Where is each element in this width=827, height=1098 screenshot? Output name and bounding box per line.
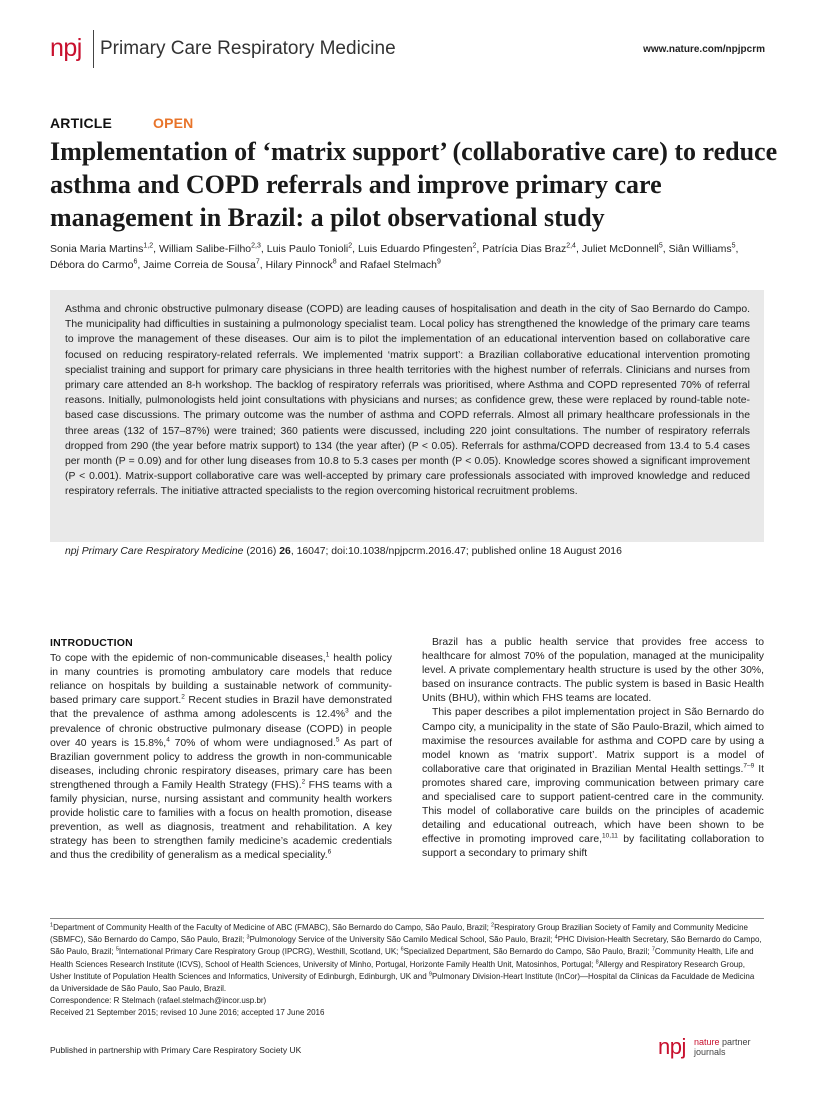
author-affiliation: 2,3 bbox=[251, 242, 261, 250]
affiliation-text: Respiratory Group Brazilian Society of Family and Community Medicine (SBMFC), São Bernardo do Campo, São Paulo, Brazil; bbox=[50, 923, 748, 945]
reference-superscript: 10,11 bbox=[602, 832, 618, 840]
published-partnership: Published in partnership with Primary Care Respiratory Society UK bbox=[50, 1045, 302, 1055]
left-column bbox=[50, 636, 392, 864]
citation-year: (2016) bbox=[246, 546, 277, 557]
partner-word: partner bbox=[719, 1037, 751, 1047]
author-name: Jaime Correia de Sousa bbox=[143, 259, 256, 271]
article-type-label: ARTICLE bbox=[50, 115, 113, 131]
introduction-heading: INTRODUCTION bbox=[50, 637, 133, 649]
citation-journal: npj Primary Care Respiratory Medicine bbox=[65, 546, 244, 557]
header-divider bbox=[93, 30, 94, 68]
affiliation-number: 3 bbox=[246, 934, 250, 941]
intro-paragraph-3 bbox=[422, 706, 764, 861]
author-affiliation: 8 bbox=[332, 258, 337, 266]
author-name: Juliet McDonnell bbox=[581, 243, 659, 255]
intro-paragraph-1 bbox=[50, 652, 392, 863]
author-affiliation: 2 bbox=[348, 242, 353, 250]
affiliation-text: Allergy and Respiratory Research Group, Usher Institute of Population Health Sciences and Informatics, University of Edinburgh, Edinburgh, UK and bbox=[50, 959, 745, 981]
author-affiliation: 5 bbox=[658, 242, 663, 250]
reference-superscript: 3 bbox=[345, 708, 349, 715]
author-name: Patrícia Dias Braz bbox=[482, 243, 567, 255]
author-affiliation: 7 bbox=[255, 258, 260, 266]
author-affiliation: 1,2 bbox=[143, 242, 154, 250]
author-affiliation: 9 bbox=[437, 258, 441, 266]
intro-paragraph-2: Brazil has a public health service that provides free access to healthcare for almost 70% of the population, managed at the municipality level. A private complementary health structure is used by the other 30%, based on insurance contracts. The public system is based in Basic Health Units (BHU), within which FHS teams are located. bbox=[422, 637, 764, 705]
journals-word: journals bbox=[694, 1047, 726, 1057]
paragraph-text: 70% of whom were undiagnosed. bbox=[169, 737, 336, 749]
author-name: William Salibe-Filho bbox=[158, 243, 252, 255]
author-name: Siân Williams bbox=[668, 243, 732, 255]
affiliation-number: 6 bbox=[400, 946, 404, 953]
affiliation-text: Pulmonology Service of the University São Camilo Medical School, São Paulo, Brazil; bbox=[249, 935, 555, 945]
reference-superscript: 1 bbox=[325, 651, 330, 659]
paragraph-text: and the prevalence of chronic obstructive pulmonary disease (COPD) in people over 40 years is 15.8%, bbox=[50, 709, 392, 749]
author-list: Sonia Maria Martins$^{1,2}$, William Salibe-Filho$^{2,3}$, Luis Paulo Tonioli$^2$, Luis Eduardo Pfingesten$^2$, Patrícia Dias Braz$^{2,4}$, Juliet McDonnell$^5$, Siân Williams$^5$, Débora do Carmo$^6$, Jaime Correia de Sousa$^7$, Hilary Pinnock$^8$ and Rafael Stelmach$^9$ bbox=[50, 242, 739, 271]
partner-npj-logo: npj bbox=[658, 1034, 686, 1059]
correspondence-line: Correspondence: R Stelmach (rafael.stelmach@incor.usp.br) bbox=[50, 996, 267, 1006]
partner-text bbox=[694, 1037, 751, 1057]
footnotes bbox=[50, 922, 764, 1020]
journal-title: Primary Care Respiratory Medicine bbox=[100, 38, 396, 59]
author-name: Sonia Maria Martins bbox=[50, 243, 144, 255]
nature-partner-journals-logo bbox=[658, 1034, 768, 1064]
affiliation-text: International Primary Care Respiratory Group (IPCRG), Westhill, Scotland, UK; bbox=[118, 947, 401, 957]
affiliation-text: Pulmonary Division-Heart Institute (InCor)—Hospital da Clinicas da Faculdade de Medicina da Universidade de São Paulo, Sao Paulo, Brazil. bbox=[50, 971, 755, 994]
npj-logo: npj bbox=[50, 34, 82, 62]
received-dates: Received 21 September 2015; revised 10 June 2016; accepted 17 June 2016 bbox=[50, 1008, 325, 1018]
paragraph-text: This paper describes a pilot implementation project in São Bernardo do Campo city, a municipality in the state of São Paulo-Brazil, which aimed to maximise the resources available for asthma and COPD care by using a model known as ‘matrix support’. Matrix support is a model of collaborative care that originated in Brazilian Mental Health settings. bbox=[422, 707, 764, 775]
partner-nature-word: nature bbox=[694, 1037, 720, 1047]
paragraph-text: FHS teams with a family physician, nurse, nursing assistant and community health workers provide holistic care to families with a focus on health promotion, disease prevention, as well as diagnosis, treatment and rehabilitation. A key strategy has been to strengthen family medicine’s academic credentials and thus the credibility of generalism as a medical speciality. bbox=[50, 779, 392, 862]
affiliations-list bbox=[50, 922, 764, 995]
author-name: Luis Eduardo Pfingesten bbox=[358, 243, 473, 255]
reference-superscript: 4 bbox=[166, 736, 170, 744]
reference-superscript: 2 bbox=[301, 778, 306, 786]
paragraph-text: As part of Brazilian government policy to address the growth in non-communicable diseases, including chronic respiratory diseases, primary care has been strengthened through a Family Health Strategy (FHS). bbox=[50, 737, 392, 791]
footnote-divider bbox=[50, 918, 764, 919]
citation-volume: 26 bbox=[279, 546, 291, 557]
affiliation-text: Specialized Department, São Bernardo do Campo, São Paulo, Brazil; bbox=[403, 947, 652, 957]
author-name: Luis Paulo Tonioli bbox=[266, 243, 349, 255]
reference-superscript: 7–9 bbox=[743, 762, 755, 770]
affiliation-number: 7 bbox=[651, 946, 655, 953]
reference-superscript: 5 bbox=[335, 736, 340, 744]
journal-url-link[interactable]: www.nature.com/npjpcrm bbox=[643, 44, 765, 55]
paragraph-text: health policy in many countries is promoting ambulatory care models that reduce reliance on hospitals by building a sustainable network of community-based primary care support. bbox=[50, 653, 392, 707]
open-access-label: OPEN bbox=[153, 115, 194, 131]
author-affiliation: 2 bbox=[472, 242, 477, 250]
article-title: Implementation of ‘matrix support’ (collaborative care) to reduce asthma and COPD referrals and improve primary care management in Brazil: a pilot observational study bbox=[50, 137, 778, 232]
affiliation-number: 9 bbox=[428, 971, 432, 978]
right-column bbox=[422, 636, 764, 862]
reference-superscript: 2 bbox=[181, 693, 185, 701]
citation-details: , 16047; doi:10.1038/npjpcrm.2016.47; published online 18 August 2016 bbox=[290, 546, 622, 557]
journal-header bbox=[50, 30, 765, 70]
author-affiliation: 5 bbox=[731, 242, 736, 250]
affiliation-text: PHC Division-Health Secretary, São Bernardo do Campo, São Paulo, Brazil; bbox=[50, 935, 762, 957]
author-name: Hilary Pinnock bbox=[265, 259, 333, 271]
affiliation-text: Community Health, Life and Health Sciences Research Institute (ICVS), School of Health Sciences, University of Minho, Portugal, Horizonte Family Health Unit, Matosinhos, Portugal; bbox=[50, 947, 754, 969]
abstract-text: Asthma and chronic obstructive pulmonary disease (COPD) are leading causes of hospitalisation and death in the city of Sao Bernardo do Campo. The municipality had difficulties in sustaining a pulmonology specialist team. Local policy has strengthened the knowledge of the primary care teams to improve the management of these diseases. Our aim is to pilot the implementation of an educational intervention based on collaborative care focused on reducing respiratory-related referrals. We implemented ‘matrix support’: a Brazilian collaborative educational intervention promoting specialist training and support for primary care physicians in three health territories with the highest number of referrals. Clinicians and nurses from primary care attended an 8-h workshop. The backlog of respiratory referrals was prioritised, where Asthma and COPD represented 70% of referral reasons. Initially, pulmonologists held joint consultations with physicians and nurses; as confidence grew, these were replaced by round-table note-based case discussions. The primary outcome was the number of asthma and COPD referrals. Almost all primary healthcare professionals in the three areas (132 of 157–87%) were trained; 360 patients were discussed, including 220 joint consultations. The number of respiratory referrals dropped from 290 (the year before matrix support) to 134 (the year after) (P < 0.05). Referrals for asthma/COPD decreased from 13.4 to 5.4 cases per month (P = 0.09) and for other lung diseases from 10.8 to 5.3 cases per month (P < 0.05). Knowledge scores showed a significant improvement (P < 0.001). Matrix-support collaborative care was well-accepted by primary care professionals associated with improved knowledge and reduced respiratory referrals. The initiative attracted specialists to the region overcoming historical recruitment problems. bbox=[65, 304, 750, 498]
author-affiliation: 6 bbox=[133, 258, 138, 266]
author-affiliation: 2,4 bbox=[566, 242, 576, 250]
affiliation-number: 8 bbox=[595, 958, 599, 965]
paragraph-text: It promotes shared care, improving communication between primary care and specialised care to support patient-centred care in the community. This model of collaborative care builds on the principles of academic detailing and educational outreach, which have been shown to be effective in promoting improved care, bbox=[422, 763, 764, 846]
affiliation-text: Department of Community Health of the Faculty of Medicine of ABC (FMABC), São Bernardo do Campo, São Paulo, Brazil; bbox=[53, 923, 492, 932]
author-name: Rafael Stelmach bbox=[359, 259, 438, 271]
paragraph-text: by facilitating collaboration to support a secondary to primary shift bbox=[422, 834, 765, 860]
author-name: Débora do Carmo bbox=[50, 259, 134, 271]
paragraph-text: To cope with the epidemic of non-communicable diseases, bbox=[50, 653, 326, 665]
affiliation-number: 1 bbox=[50, 922, 54, 929]
affiliation-number: 4 bbox=[554, 934, 558, 941]
affiliation-number: 5 bbox=[115, 946, 119, 953]
reference-superscript: 6 bbox=[327, 848, 332, 856]
citation-line bbox=[65, 545, 755, 559]
paragraph-text: Recent studies in Brazil have demonstrated that the prevalence of asthma among adolescents is 12.4% bbox=[50, 695, 392, 721]
affiliation-number: 2 bbox=[491, 922, 495, 929]
